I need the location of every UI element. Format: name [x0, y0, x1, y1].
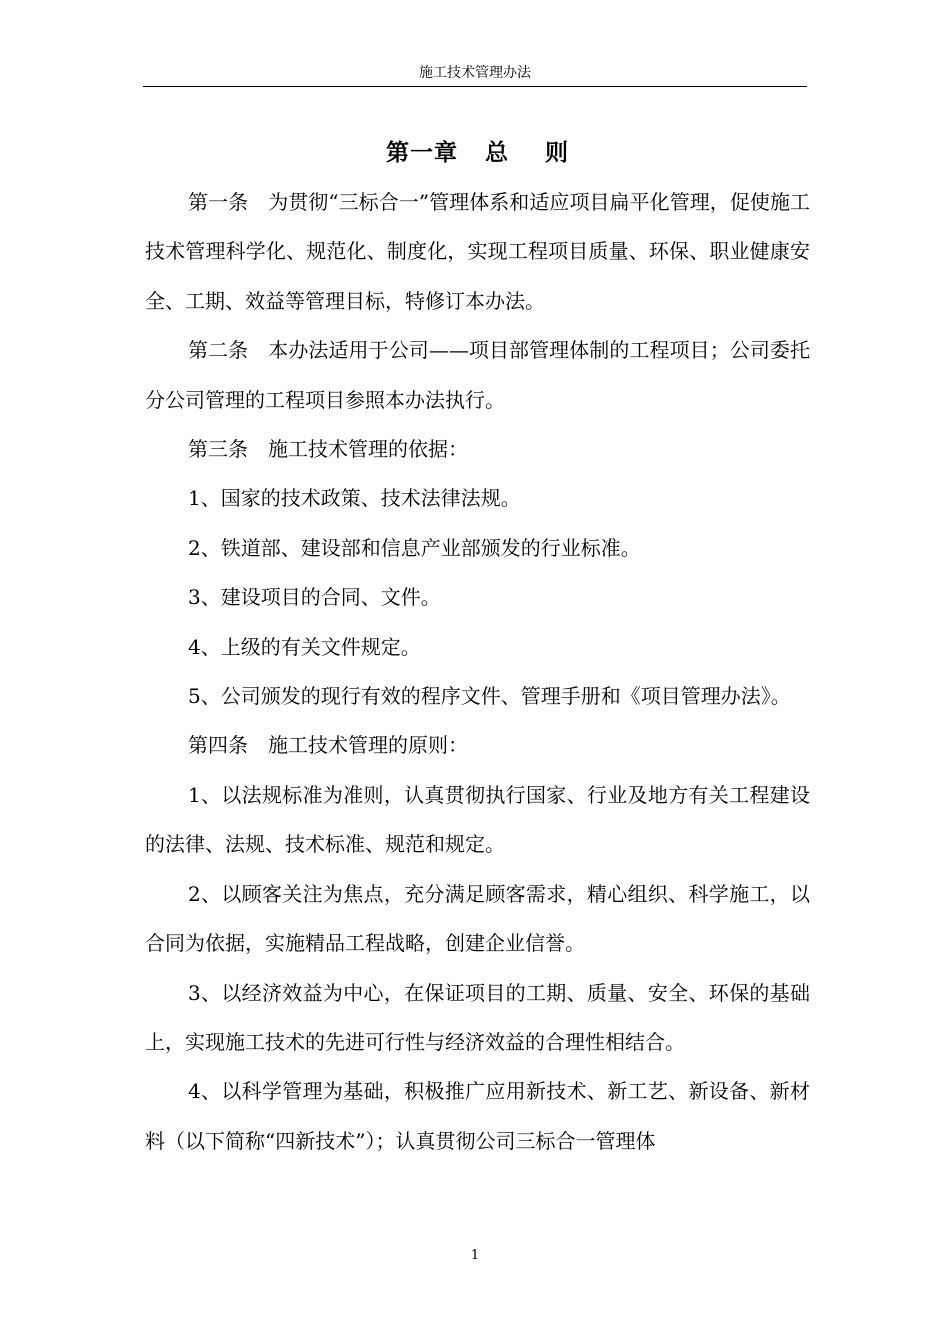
list-item-principle-1: 1、以法规标准为准则，认真贯彻执行国家、行业及地方有关工程建设的法律、法规、技术标准、规范和规定。	[145, 782, 810, 857]
header-divider	[143, 86, 807, 87]
chapter-title: 第一章 总 则	[385, 139, 570, 166]
list-item-basis-4: 4、上级的有关文件规定。	[188, 634, 421, 659]
page-number: 1	[470, 1248, 480, 1263]
list-item-principle-3: 3、以经济效益为中心，在保证项目的工期、质量、安全、环保的基础上，实现施工技术的先进可行性与经济效益的合理性相结合。	[145, 980, 810, 1054]
list-item-basis-2: 2、铁道部、建设部和信息产业部颁发的行业标准。	[188, 535, 641, 560]
paragraph-article-1: 第一条 为贯彻“三标合一”管理体系和适应项目扁平化管理，促使施工技术管理科学化、规范化、制度化，实现工程项目质量、环保、职业健康安全、工期、效益等管理目标，特修订本办法。	[145, 190, 810, 313]
paragraph-article-4: 第四条 施工技术管理的原则：	[188, 733, 468, 758]
list-item-basis-1: 1、国家的技术政策、技术法律法规。	[188, 486, 521, 511]
list-item-basis-5: 5、公司颁发的现行有效的程序文件、管理手册和《项目管理办法》。	[188, 684, 791, 709]
paragraph-article-2: 第二条 本办法适用于公司——项目部管理体制的工程项目；公司委托分公司管理的工程项目参照本办法执行。	[145, 338, 810, 412]
paragraph-article-3: 第三条 施工技术管理的依据：	[188, 437, 468, 462]
page-header-title: 施工技术管理办法	[419, 65, 531, 81]
document-body	[145, 128, 810, 1166]
list-item-principle-2: 2、以顾客关注为焦点，充分满足顾客需求，精心组织、科学施工，以合同为依据，实施精品工程战略，创建企业信誉。	[145, 881, 810, 956]
list-item-basis-3: 3、建设项目的合同、文件。	[188, 585, 441, 610]
list-item-principle-4: 4、以科学管理为基础，积极推广应用新技术、新工艺、新设备、新材料（以下简称“四新技术”）；认真贯彻公司三标合一管理体	[145, 1079, 810, 1153]
